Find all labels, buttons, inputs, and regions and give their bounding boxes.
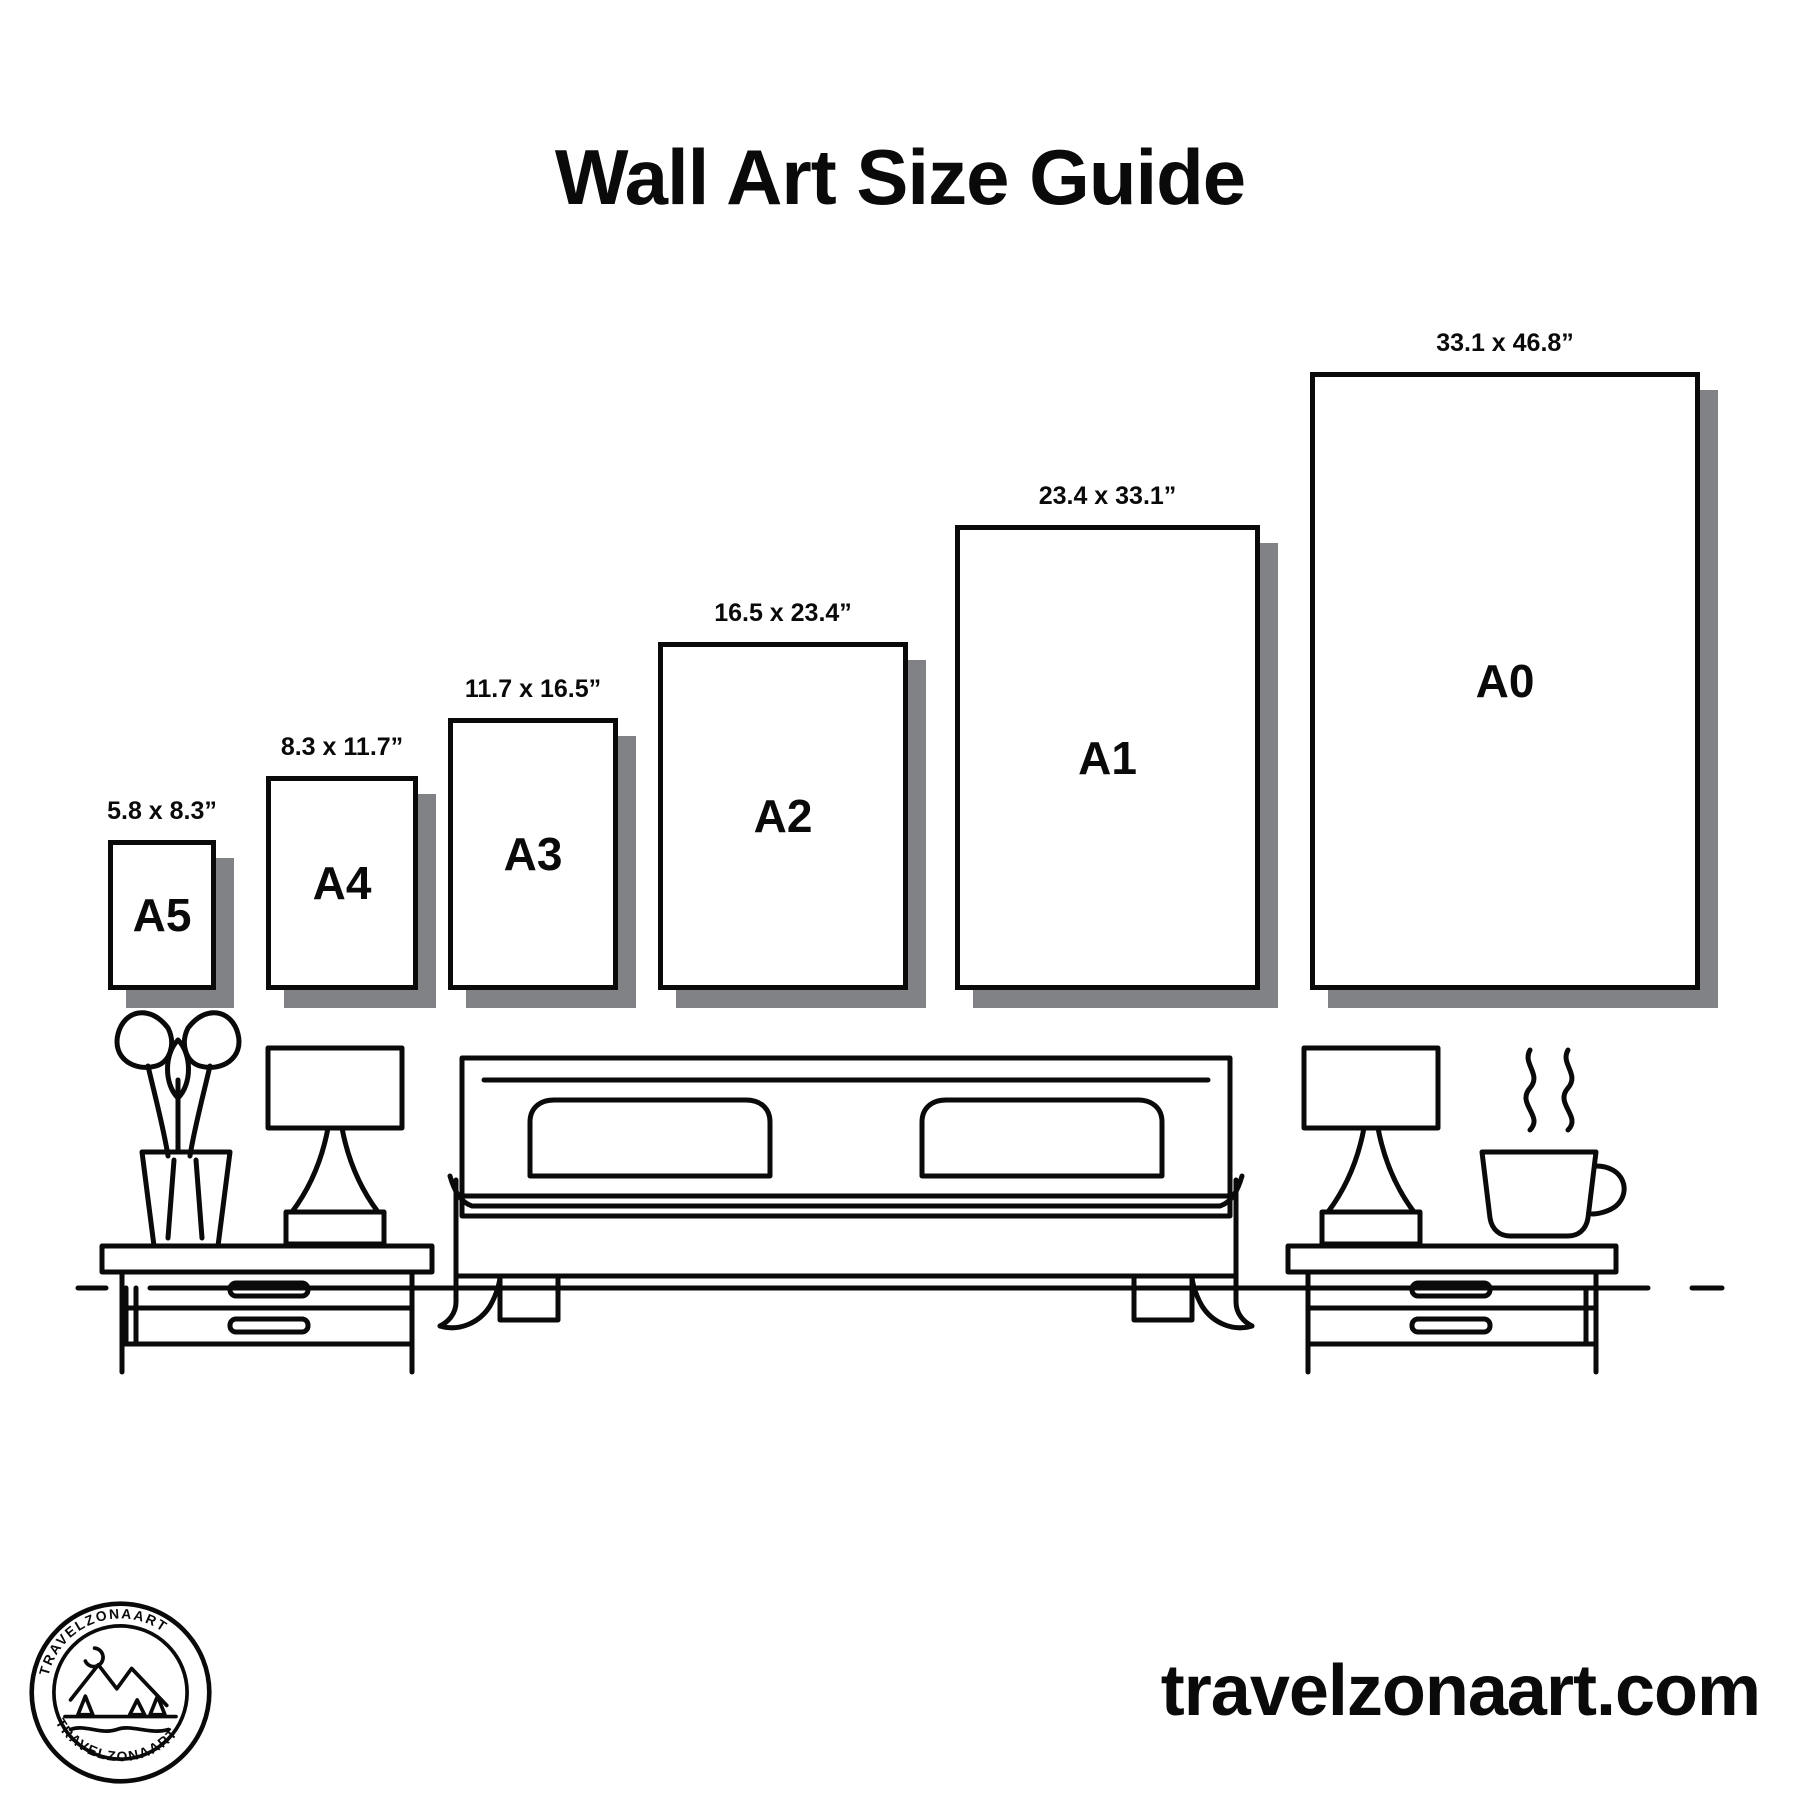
frame-dimensions-label: 11.7 x 16.5” xyxy=(464,675,602,703)
plant-vase xyxy=(117,1013,239,1246)
frame-size-name: A2 xyxy=(753,790,813,842)
frame-group-a2 xyxy=(658,599,908,990)
frame-box[interactable] xyxy=(1310,372,1700,990)
logo-text-top: TRAVELZONAART xyxy=(35,1605,172,1678)
page-title: Wall Art Size Guide xyxy=(554,133,1246,222)
svg-text:TRAVELZONAART xyxy=(36,1605,171,1677)
site-url: travelzonaart.com xyxy=(1160,1651,1760,1731)
frame-size-name: A1 xyxy=(1078,731,1137,784)
frame-size-name: A4 xyxy=(312,857,372,909)
left-lamp xyxy=(268,1048,402,1244)
frame-size-name: A5 xyxy=(132,889,192,941)
frame-group-a0 xyxy=(1310,329,1700,990)
frame-box[interactable] xyxy=(266,776,418,990)
frame-size-name: A0 xyxy=(1475,655,1535,707)
coffee-cup xyxy=(1482,1050,1624,1236)
right-lamp xyxy=(1304,1048,1438,1244)
frame-group-a3 xyxy=(448,675,618,990)
bedroom-illustration xyxy=(60,980,1740,1400)
brand-logo xyxy=(28,1600,213,1785)
frame-box[interactable] xyxy=(955,525,1260,990)
frame-size-name: A3 xyxy=(503,828,563,880)
frame-dimensions-label: 23.4 x 33.1” xyxy=(1038,482,1177,510)
frame-dimensions-label: 5.8 x 8.3” xyxy=(107,797,217,825)
right-nightstand xyxy=(1288,1246,1616,1372)
logo-text-bottom: TRAVELZONAART xyxy=(52,1715,181,1765)
frame-group-a1 xyxy=(955,482,1260,990)
frame-group-a5 xyxy=(107,797,217,990)
left-nightstand xyxy=(102,1246,432,1372)
frame-dimensions-label: 8.3 x 11.7” xyxy=(280,733,404,761)
frame-box[interactable] xyxy=(448,718,618,990)
frame-group-a4 xyxy=(266,733,418,990)
frame-dimensions-label: 16.5 x 23.4” xyxy=(714,599,852,627)
frame-size-row xyxy=(0,290,1800,990)
svg-text:TRAVELZONAART xyxy=(53,1715,181,1764)
frame-box[interactable] xyxy=(658,642,908,990)
frame-dimensions-label: 33.1 x 46.8” xyxy=(1436,329,1574,357)
frame-box[interactable] xyxy=(108,840,216,990)
